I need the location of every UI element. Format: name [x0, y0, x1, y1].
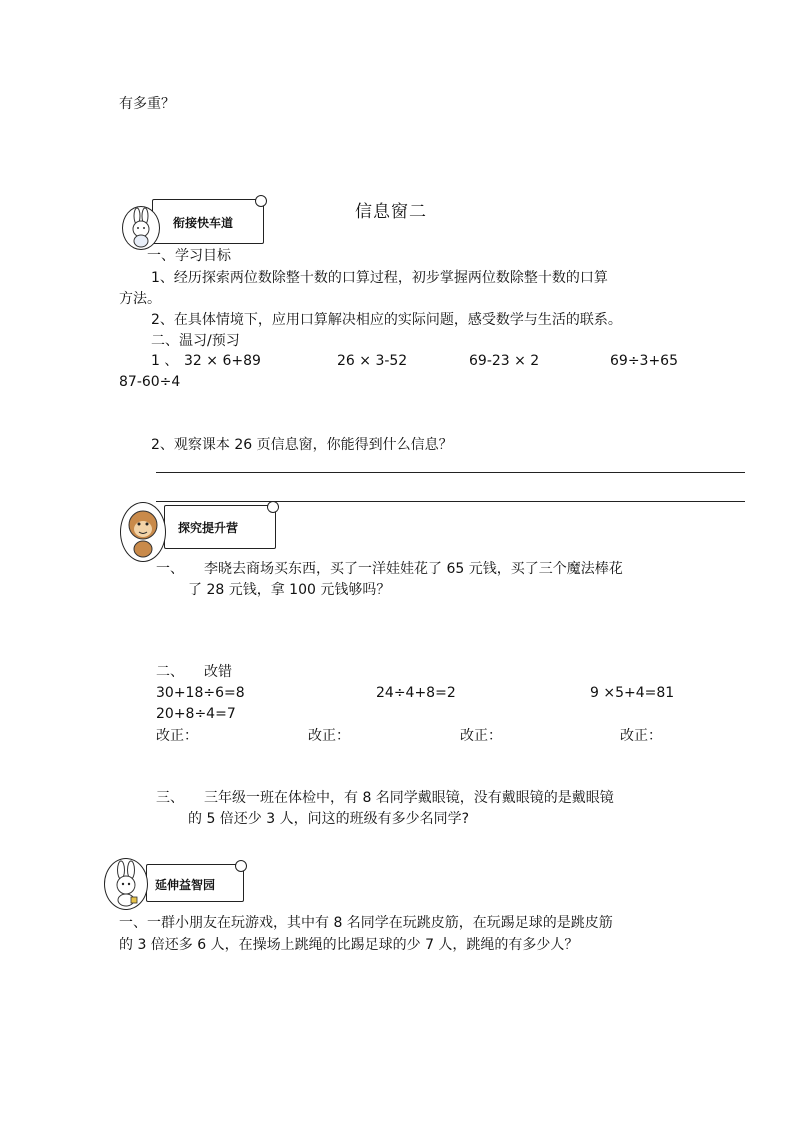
error-expression-1: 30+18÷6=8 — [156, 685, 245, 701]
scroll-curl — [267, 501, 279, 513]
problem-1-line-1: 李晓去商场买东西，买了一洋娃娃花了 65 元钱，买了三个魔法棒花 — [204, 561, 623, 577]
problem-3-number: 三、 — [156, 790, 184, 806]
problem-1-number: 一、 — [156, 561, 184, 577]
question-2: 2、观察课本 26 页信息窗，你能得到什么信息？ — [151, 437, 453, 453]
calc-1: 32 × 6+89 — [184, 353, 261, 369]
top-text: 有多重？ — [119, 96, 175, 112]
badge-label: 延伸益智园 — [155, 878, 216, 892]
goal-1-line-1: 1、经历探索两位数除整十数的口算过程，初步掌握两位数除整十数的口算 — [151, 270, 608, 286]
problem-2-title: 改错 — [204, 664, 232, 680]
scroll-curl — [235, 860, 247, 872]
section-heading-review: 二、温习/预习 — [151, 333, 240, 349]
badge-label: 探究提升营 — [178, 521, 239, 535]
problem-1-line-2: 了 28 元钱，拿 100 元钱够吗？ — [188, 582, 391, 598]
section-heading-goals: 一、学习目标 — [147, 248, 231, 264]
calc-prefix: 1 、 — [151, 353, 179, 369]
goal-2: 2、在具体情境下，应用口算解决相应的实际问题，感受数学与生活的联系。 — [151, 312, 622, 328]
fix-label: 改正： — [460, 728, 502, 744]
error-expression-2: 24÷4+8=2 — [376, 685, 456, 701]
fix-label: 改正： — [620, 728, 662, 744]
problem-2-number: 二、 — [156, 664, 184, 680]
rabbit-icon — [104, 858, 148, 910]
fix-label: 改正： — [156, 728, 198, 744]
problem-3-line-1: 三年级一班在体检中，有 8 名同学戴眼镜，没有戴眼镜的是戴眼镜 — [204, 790, 614, 806]
extension-line-2: 的 3 倍还多 6 人，在操场上跳绳的比踢足球的少 7 人，跳绳的有多少人？ — [119, 937, 579, 953]
answer-line — [156, 501, 745, 502]
problem-3-line-2: 的 5 倍还少 3 人，问这的班级有多少名同学? — [188, 811, 470, 827]
calc-2: 26 × 3-52 — [337, 353, 408, 369]
calc-4: 69÷3+65 — [610, 353, 678, 369]
answer-line — [156, 472, 745, 473]
calc-5: 87-60÷4 — [119, 374, 181, 390]
rabbit-icon — [122, 206, 160, 250]
extension-line-1: 一、一群小朋友在玩游戏，其中有 8 名同学在玩跳皮筋，在玩踢足球的是跳皮筋 — [119, 915, 613, 931]
page-title: 信息窗二 — [355, 202, 427, 222]
error-expression-3: 9 ×5+4=81 — [590, 685, 675, 701]
fix-label: 改正： — [308, 728, 350, 744]
monkey-icon — [120, 502, 166, 562]
goal-1-line-2: 方法。 — [119, 291, 161, 307]
badge-label: 衔接快车道 — [173, 216, 234, 230]
error-expression-4: 20+8÷4=7 — [156, 706, 236, 722]
scroll-curl — [255, 195, 267, 207]
calc-3: 69-23 × 2 — [469, 353, 540, 369]
